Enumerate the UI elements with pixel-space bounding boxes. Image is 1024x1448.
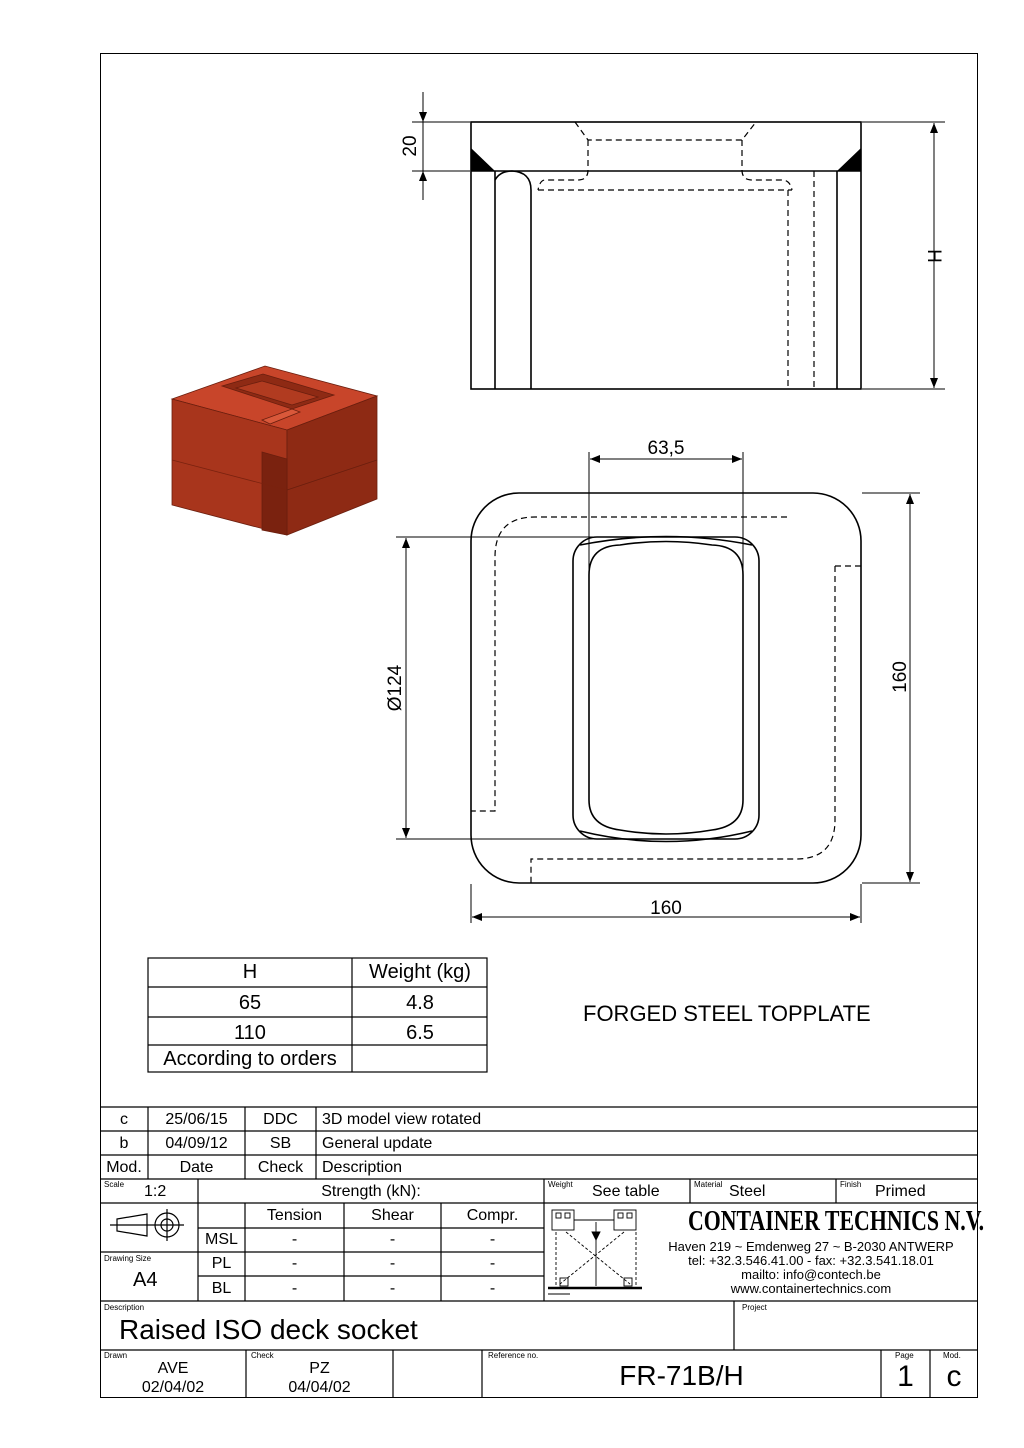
strength-cell: - bbox=[389, 1280, 396, 1297]
weight-label: Weight bbox=[548, 1180, 573, 1189]
company-phone: tel: +32.3.546.41.00 - fax: +32.3.541.18.01 bbox=[688, 1253, 934, 1268]
revision-date: 04/09/12 bbox=[165, 1135, 228, 1152]
drawn-name: AVE bbox=[157, 1360, 189, 1377]
check-name: PZ bbox=[309, 1360, 330, 1377]
revision-header-check: Check bbox=[257, 1159, 304, 1176]
dim-top-thickness-label: 20 bbox=[400, 135, 421, 157]
check-label: Check bbox=[251, 1351, 274, 1360]
weight-value: See table bbox=[592, 1183, 660, 1200]
revision-header-description: Description bbox=[322, 1159, 403, 1176]
revision-check: SB bbox=[269, 1135, 292, 1152]
page-label: Page bbox=[895, 1351, 914, 1360]
strength-cell: - bbox=[291, 1255, 298, 1272]
strength-header-compr: Compr. bbox=[466, 1207, 519, 1224]
reference-label: Reference no. bbox=[488, 1351, 539, 1360]
dim-diameter-label: Ø124 bbox=[385, 664, 406, 712]
strength-row-name: BL bbox=[211, 1280, 232, 1297]
dim-diameter bbox=[396, 537, 600, 839]
revision-check: DDC bbox=[263, 1111, 298, 1128]
variants-cell: 110 bbox=[234, 1022, 266, 1044]
strength-cell: - bbox=[291, 1231, 298, 1248]
project-label: Project bbox=[742, 1303, 767, 1312]
strength-cell: - bbox=[291, 1280, 298, 1297]
plan-view bbox=[471, 493, 861, 883]
mod-value: c bbox=[946, 1360, 962, 1393]
mod-label: Mod. bbox=[943, 1351, 961, 1360]
revision-header-mod: Mod. bbox=[106, 1159, 142, 1176]
reference-value: FR-71B/H bbox=[619, 1360, 744, 1391]
variants-cell: According to orders bbox=[163, 1048, 337, 1070]
scale-label: Scale bbox=[104, 1180, 125, 1189]
finish-value: Primed bbox=[875, 1183, 926, 1200]
variants-cell: 4.8 bbox=[406, 992, 434, 1014]
description-value: Raised ISO deck socket bbox=[119, 1314, 418, 1345]
dim-side-vertical-label: 160 bbox=[890, 661, 911, 693]
strength-cell: - bbox=[389, 1255, 396, 1272]
company-name: CONTAINER TECHNICS N.V. bbox=[688, 1206, 985, 1237]
scale-value: 1:2 bbox=[144, 1183, 167, 1200]
drawn-date: 02/04/02 bbox=[141, 1379, 205, 1396]
model-3d-view bbox=[172, 366, 377, 535]
check-date: 04/04/02 bbox=[288, 1379, 351, 1396]
revision-description: 3D model view rotated bbox=[322, 1111, 482, 1128]
strength-label: Strength (kN): bbox=[321, 1183, 421, 1200]
revision-mod: b bbox=[119, 1135, 129, 1152]
dim-opening-width bbox=[589, 452, 743, 575]
variants-cell: 65 bbox=[238, 992, 262, 1014]
strength-cell: - bbox=[489, 1255, 496, 1272]
variants-header-weight: Weight (kg) bbox=[369, 961, 471, 983]
drawing-size-label: Drawing Size bbox=[104, 1254, 152, 1263]
strength-row-name: MSL bbox=[205, 1231, 238, 1248]
company-address: Haven 219 ~ Emdenweg 27 ~ B-2030 ANTWERP bbox=[668, 1239, 954, 1254]
revision-description: General update bbox=[322, 1135, 433, 1152]
dim-side-horizontal-label: 160 bbox=[650, 898, 682, 919]
strength-cell: - bbox=[489, 1280, 496, 1297]
dim-height-label: H bbox=[923, 249, 944, 263]
company-email: mailto: info@contech.be bbox=[741, 1267, 881, 1282]
strength-cell: - bbox=[389, 1231, 396, 1248]
drawing-size-value: A4 bbox=[133, 1269, 158, 1291]
revision-date: 25/06/15 bbox=[165, 1111, 228, 1128]
strength-cell: - bbox=[489, 1231, 496, 1248]
variants-cell: 6.5 bbox=[406, 1022, 434, 1044]
dim-opening-width-label: 63,5 bbox=[647, 438, 685, 459]
strength-row-name: PL bbox=[211, 1255, 232, 1272]
company-logo-icon bbox=[548, 1210, 642, 1294]
strength-header-shear: Shear bbox=[371, 1207, 414, 1224]
finish-label: Finish bbox=[840, 1180, 862, 1189]
page-value: 1 bbox=[897, 1360, 914, 1393]
description-label: Description bbox=[104, 1303, 145, 1312]
strength-header-tension: Tension bbox=[266, 1207, 323, 1224]
section-view bbox=[471, 122, 861, 389]
revision-header-date: Date bbox=[179, 1159, 214, 1176]
material-label: Material bbox=[694, 1180, 723, 1189]
drawing-caption: FORGED STEEL TOPPLATE bbox=[583, 1001, 871, 1026]
variants-header-h: H bbox=[242, 961, 258, 983]
revision-mod: c bbox=[120, 1111, 128, 1128]
drawn-label: Drawn bbox=[104, 1351, 128, 1360]
projection-symbol-icon bbox=[110, 1209, 184, 1241]
material-value: Steel bbox=[729, 1183, 766, 1200]
company-website: www.containertechnics.com bbox=[730, 1281, 892, 1296]
